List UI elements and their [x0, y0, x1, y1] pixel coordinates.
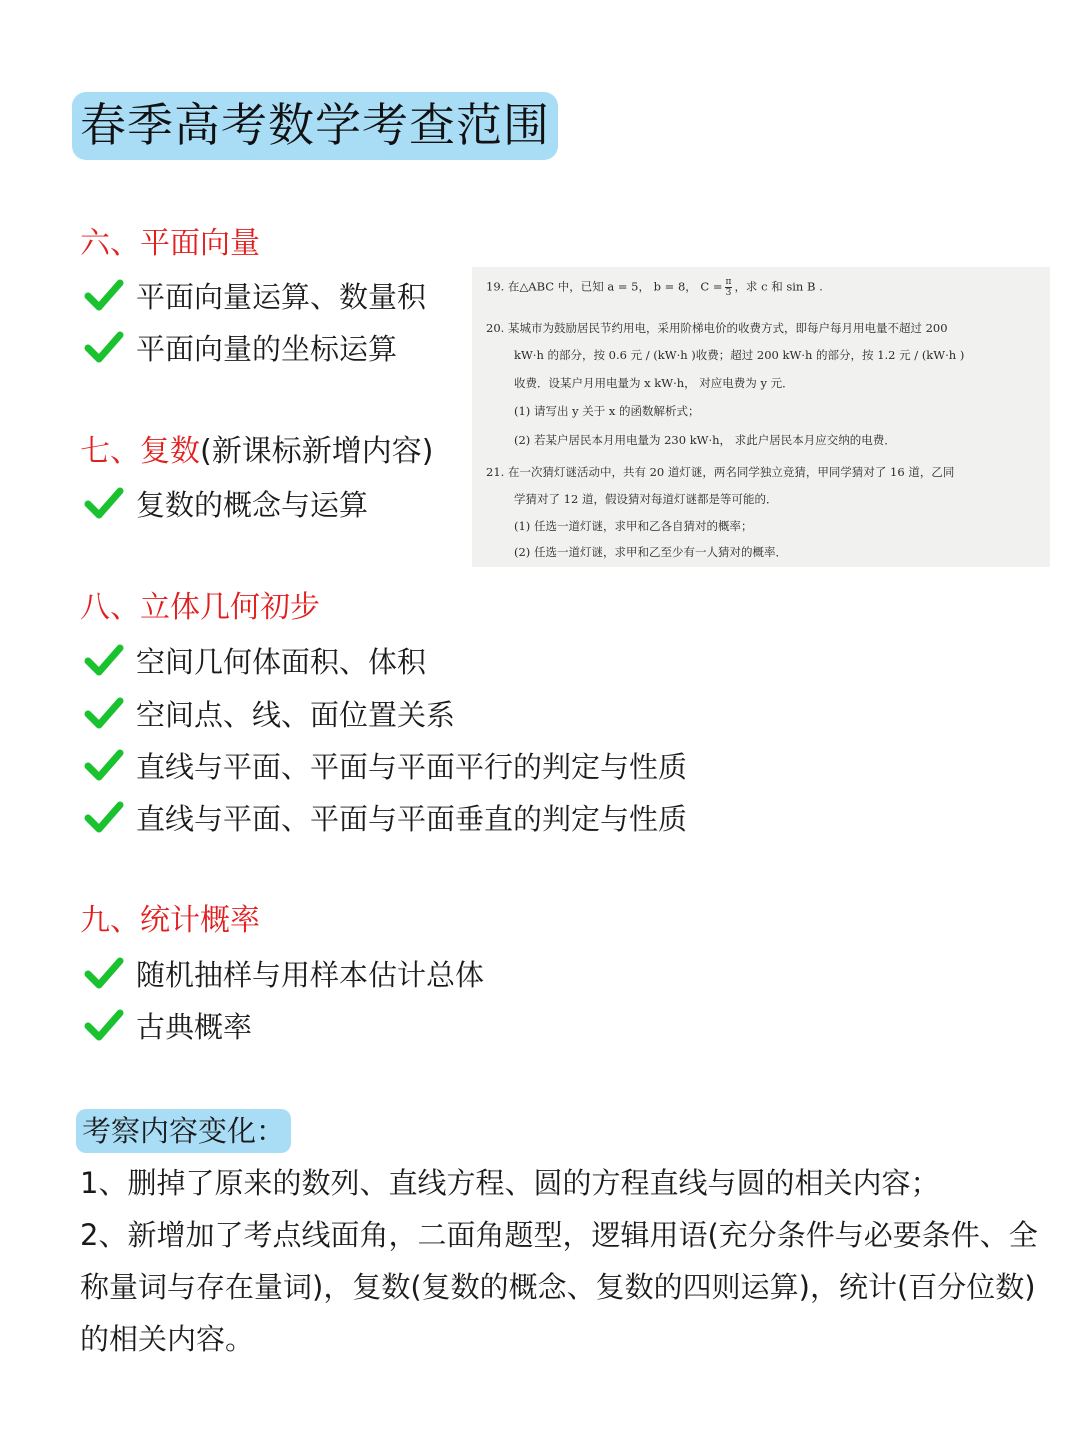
changes-label: 考察内容变化： [76, 1109, 291, 1153]
frac-num: π [725, 277, 732, 287]
list-item [84, 325, 397, 369]
check-icon [84, 800, 124, 834]
check-icon [84, 330, 124, 364]
q20-line: 收费．设某户月用电量为 x kW·h， 对应电费为 y 元． [514, 376, 794, 390]
item-text: 直线与平面、平面与平面垂直的判定与性质 [136, 801, 688, 836]
heading-note: (新课标新增内容) [200, 434, 434, 469]
q21-line: 21. 在一次猜灯谜活动中，共有 20 道灯谜，两名同学独立竞猜，甲同学猜对了 16 道，乙同 [486, 465, 955, 479]
q20-line: (2) 若某户居民本月用电量为 230 kW·h， 求此户居民本月应交纳的电费． [514, 433, 896, 447]
item-text: 空间点、线、面位置关系 [136, 697, 456, 732]
q20-line: kW·h 的部分，按 0.6 元 / (kW·h )收费；超过 200 kW·h 的部分，按 1.2 元 / (kW·h ) [514, 348, 965, 362]
change-line: 称量词与存在量词)，复数(复数的概念、复数的四则运算)，统计(百分位数) [80, 1270, 1036, 1304]
q19-text-end: ，求 c 和 sin B . [734, 279, 823, 294]
change-line: 1、删掉了原来的数列、直线方程、圆的方程直线与圆的相关内容； [80, 1166, 940, 1200]
q19-text: 19. 在△ABC 中，已知 a = 5， b = 8， C = [486, 279, 723, 294]
list-item [84, 1003, 252, 1047]
list-item [84, 795, 687, 839]
q20-line: 20. 某城市为鼓励居民节约用电，采用阶梯电价的收费方式，即每户每月用电量不超过 200 [486, 321, 948, 335]
q21-line: (1) 任选一道灯谜，求甲和乙各自猜对的概率； [514, 519, 753, 533]
list-item [84, 951, 484, 995]
frac-den: 3 [725, 288, 732, 298]
check-icon [84, 1008, 124, 1042]
check-icon [84, 278, 124, 312]
item-text: 直线与平面、平面与平面平行的判定与性质 [136, 749, 688, 784]
item-text: 空间几何体面积、体积 [136, 644, 427, 679]
item-text: 古典概率 [136, 1009, 253, 1044]
heading-text: 七、复数 [80, 434, 200, 469]
check-icon [84, 643, 124, 677]
item-text: 复数的概念与运算 [136, 487, 369, 522]
q19-line [486, 277, 823, 298]
section-heading-vectors: 六、平面向量 [80, 226, 260, 261]
change-line: 的相关内容。 [80, 1322, 255, 1356]
item-text: 平面向量的坐标运算 [136, 331, 398, 366]
change-line: 2、新增加了考点线面角，二面角题型，逻辑用语(充分条件与必要条件、全 [80, 1218, 1038, 1252]
fraction [725, 277, 733, 298]
section-heading-statistics: 九、统计概率 [80, 903, 260, 938]
item-text: 随机抽样与用样本估计总体 [136, 957, 485, 992]
q21-line: (2) 任选一道灯谜，求甲和乙至少有一人猜对的概率． [514, 545, 787, 559]
check-icon [84, 956, 124, 990]
page-title: 春季高考数学考查范围 [72, 92, 558, 160]
list-item [84, 481, 368, 525]
section-heading-geometry: 八、立体几何初步 [80, 590, 320, 625]
section-heading-complex [80, 432, 433, 472]
check-icon [84, 696, 124, 730]
item-text: 平面向量运算、数量积 [136, 279, 427, 314]
exam-question-image [472, 267, 1050, 567]
list-item [84, 638, 426, 682]
list-item [84, 691, 455, 735]
list-item [84, 273, 426, 317]
q21-line: 学猜对了 12 道，假设猜对每道灯谜都是等可能的． [514, 492, 778, 506]
list-item [84, 743, 687, 787]
check-icon [84, 748, 124, 782]
q20-line: (1) 请写出 y 关于 x 的函数解析式； [514, 404, 700, 418]
check-icon [84, 486, 124, 520]
